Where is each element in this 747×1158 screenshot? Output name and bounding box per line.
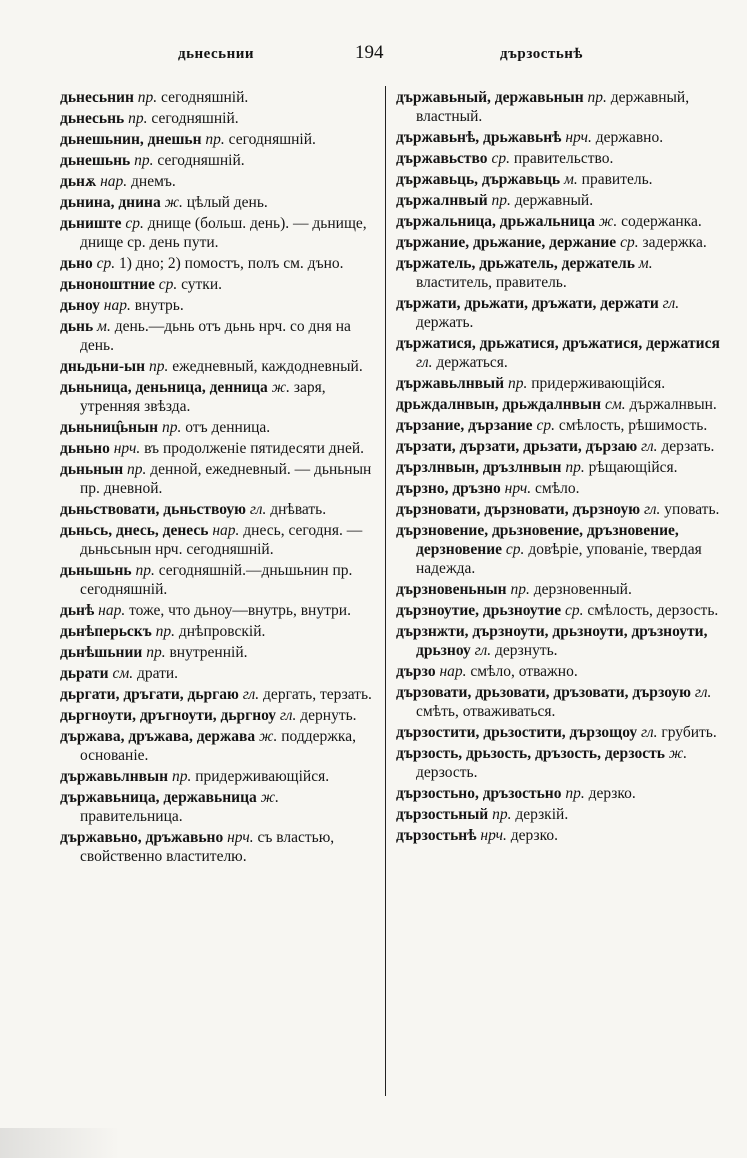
dictionary-entry [60, 767, 380, 786]
headword: дързнжти, дързноути, дрьзноути, дръзноути, дрьзноу [396, 623, 708, 659]
dictionary-entry [396, 580, 724, 599]
dictionary-entry [60, 317, 380, 355]
dictionary-entry [396, 191, 724, 210]
dictionary-entry [60, 439, 380, 458]
dictionary-entry [396, 212, 724, 231]
headword: дьнешьнин, днешьн [60, 131, 202, 148]
dictionary-entry [396, 521, 724, 578]
headword: дьнѫ [60, 173, 97, 190]
part-of-speech: ср. [620, 234, 639, 251]
headword: дързость, дрьзость, дръзость, дерзость [396, 745, 665, 762]
dictionary-entry [60, 378, 380, 416]
part-of-speech: гл. [641, 724, 658, 741]
part-of-speech: пр. [171, 768, 192, 785]
headword: дьньствовати, дьньствоую [60, 501, 246, 518]
part-of-speech: гл. [279, 707, 297, 724]
headword: дьнѣ [60, 602, 95, 619]
definition: сегодняшній. [228, 131, 316, 148]
part-of-speech: ср. [564, 602, 584, 619]
headword: дързно, дръзно [396, 480, 501, 497]
definition: сегодняшній. [161, 89, 249, 106]
part-of-speech: гл. [249, 501, 267, 518]
part-of-speech: нар. [100, 173, 128, 190]
dictionary-entry [396, 416, 724, 435]
headword: държание, дрьжание, держание [396, 234, 617, 251]
left-running-head: дьнесьнии [178, 46, 255, 62]
dictionary-entry [396, 395, 724, 414]
definition: правительница. [80, 808, 183, 825]
definition: придерживающійся. [531, 375, 666, 392]
definition: днѣвать. [270, 501, 327, 518]
part-of-speech: нрч. [565, 129, 592, 146]
definition: дернуть. [300, 707, 357, 724]
dictionary-entry [60, 193, 380, 212]
dictionary-entry [60, 296, 380, 315]
definition: державный. [514, 192, 594, 209]
definition: державно. [595, 129, 664, 146]
part-of-speech: м. [638, 255, 653, 272]
dictionary-entry [396, 744, 724, 782]
dictionary-entry [396, 826, 724, 845]
definition: день.—дьнь отъ дьнь нрч. со дня на день. [80, 318, 351, 354]
part-of-speech: пр. [587, 89, 607, 106]
headword: дързостити, дрьзостити, дързощоу [396, 724, 638, 741]
headword: дьноу [60, 297, 100, 314]
headword: държава, дръжава, держава [60, 728, 256, 745]
part-of-speech: пр. [146, 644, 166, 661]
headword: държалнвый [396, 192, 488, 209]
dictionary-entry [396, 622, 724, 660]
part-of-speech: пр. [492, 806, 512, 823]
dictionary-entry [60, 172, 380, 191]
dictionary-entry [60, 561, 380, 599]
definition: правитель. [581, 171, 653, 188]
definition: заря, утренняя звѣзда. [80, 379, 326, 415]
headword: дьньшьнь [60, 562, 132, 579]
definition: цѣлый день. [186, 194, 268, 211]
dictionary-entry [60, 727, 380, 765]
dictionary-entry [60, 521, 380, 559]
headword: дързновеньнын [396, 581, 507, 598]
part-of-speech: см. [112, 665, 134, 682]
definition: внутренній. [169, 644, 248, 661]
part-of-speech: пр. [205, 131, 225, 148]
part-of-speech: ср. [96, 255, 116, 272]
dictionary-entry [60, 788, 380, 826]
part-of-speech: пр. [155, 623, 175, 640]
headword: дьньно [60, 440, 110, 457]
part-of-speech: пр. [491, 192, 511, 209]
definition: дерзость. [416, 764, 478, 781]
part-of-speech: нар. [103, 297, 131, 314]
definition: драти. [136, 665, 179, 682]
definition: смѣть, отваживаться. [416, 703, 556, 720]
part-of-speech: ж. [260, 789, 279, 806]
headword: дьноноштние [60, 276, 155, 293]
headword: държавьный, державьнын [396, 89, 584, 106]
part-of-speech: гл. [474, 642, 492, 659]
dictionary-entry [60, 500, 380, 519]
headword: дързновати, дързновати, дързноую [396, 501, 641, 518]
definition: дерзко. [588, 785, 636, 802]
part-of-speech: пр. [137, 89, 158, 106]
part-of-speech: пр. [127, 461, 147, 478]
headword: дрьждалнвын, дрьждалнвын [396, 396, 602, 413]
page-header [60, 42, 720, 72]
definition: сегодняшній. [157, 152, 245, 169]
right-column [396, 88, 724, 847]
headword: дързостьно, дръзостьно [396, 785, 562, 802]
dictionary-entry [396, 294, 724, 332]
part-of-speech: гл. [416, 354, 433, 371]
definition: съ властью, свойственно властителю. [80, 829, 335, 865]
dictionary-entry [396, 805, 724, 824]
headword: дързание, дързание [396, 417, 533, 434]
dictionary-entry [396, 601, 724, 620]
part-of-speech: см. [604, 396, 626, 413]
left-column [60, 88, 380, 868]
column-divider [385, 86, 386, 1096]
headword: държавьлнвый [396, 375, 505, 392]
definition: сутки. [181, 276, 223, 293]
definition: довѣріе, упованіе, твердая надежда. [416, 541, 702, 577]
dictionary-entry [60, 706, 380, 725]
part-of-speech: ж. [598, 213, 618, 230]
part-of-speech: нар. [212, 522, 240, 539]
dictionary-entry [396, 233, 724, 252]
headword: дързовати, дрьзовати, дръзовати, дързоую [396, 684, 691, 701]
headword: дързновение, дрьзновение, дръзновение, дерзновение [396, 522, 679, 558]
dictionary-entry [60, 214, 380, 252]
definition: 1) дно; 2) помостъ, полъ см. дъно. [118, 255, 344, 272]
definition: задержка. [642, 234, 707, 251]
part-of-speech: ср. [536, 417, 555, 434]
dictionary-entry [60, 460, 380, 498]
dictionary-entry [396, 784, 724, 803]
definition: властитель, правитель. [416, 274, 567, 291]
definition: държалнвын. [629, 396, 717, 413]
dictionary-entry [396, 170, 724, 189]
dictionary-entry [396, 437, 724, 456]
definition: державный, властный. [416, 89, 690, 125]
definition: правительство. [513, 150, 614, 167]
definition: дергать, терзать. [263, 686, 372, 703]
dictionary-entry [60, 151, 380, 170]
definition: внутрь. [134, 297, 184, 314]
definition: днесь, сегодня. — дьньсьнын нрч. сегодняшній. [80, 522, 363, 558]
dictionary-entry [60, 275, 380, 294]
part-of-speech: ср. [505, 541, 525, 558]
part-of-speech: пр. [134, 152, 154, 169]
dictionary-entry [396, 254, 724, 292]
headword: дьнешьнь [60, 152, 131, 169]
headword: дързлнвын, дръзлнвын [396, 459, 562, 476]
definition: смѣло, отважно. [470, 663, 578, 680]
dictionary-entry [60, 357, 380, 376]
headword: дьньсь, днесь, денесь [60, 522, 209, 539]
definition: грубить. [661, 724, 717, 741]
headword: дьниште [60, 215, 122, 232]
headword: държатель, дрьжатель, держатель [396, 255, 635, 272]
part-of-speech: пр. [148, 358, 169, 375]
part-of-speech: гл. [242, 686, 260, 703]
headword: държатися, дрьжатися, дръжатися, держатися [396, 335, 720, 352]
definition: днѣпровскій. [178, 623, 266, 640]
part-of-speech: ср. [491, 150, 510, 167]
definition: держать. [416, 314, 474, 331]
dictionary-entry [60, 109, 380, 128]
headword: държавьць, държавьць [396, 171, 561, 188]
definition: смѣлость, рѣшимость. [558, 417, 708, 434]
part-of-speech: нрч. [480, 827, 507, 844]
headword: дьньниц̑ьнын [60, 419, 159, 436]
dictionary-entry [60, 130, 380, 149]
part-of-speech: гл. [662, 295, 680, 312]
headword: дързостьный [396, 806, 489, 823]
part-of-speech: нрч. [113, 440, 141, 457]
definition: дерзкій. [515, 806, 569, 823]
definition: дерзнуть. [494, 642, 558, 659]
headword: държальница, дрьжальница [396, 213, 596, 230]
dictionary-entry [60, 643, 380, 662]
headword: дързноутие, дрьзноутие [396, 602, 562, 619]
headword: държавьнѣ, дрьжавьнѣ [396, 129, 562, 146]
part-of-speech: нрч. [227, 829, 254, 846]
definition: сегодняшній. [151, 110, 239, 127]
part-of-speech: ср. [125, 215, 144, 232]
definition: дерзать. [661, 438, 715, 455]
dictionary-entry [60, 685, 380, 704]
part-of-speech: ж. [668, 745, 688, 762]
headword: дързо [396, 663, 436, 680]
part-of-speech: ср. [158, 276, 178, 293]
headword: държавьно, дръжавьно [60, 829, 224, 846]
dictionary-entry [396, 662, 724, 681]
headword: дьно [60, 255, 93, 272]
dictionary-entry [396, 88, 724, 126]
part-of-speech: пр. [565, 459, 585, 476]
definition: смѣлость, дерзость. [587, 602, 719, 619]
headword: дързостьнѣ [396, 827, 477, 844]
headword: дьнина, днина [60, 194, 161, 211]
headword: дьнесьнь [60, 110, 125, 127]
definition: въ продолженіе пятидесяти дней. [144, 440, 365, 457]
dictionary-entry [60, 622, 380, 641]
dictionary-entry [396, 128, 724, 147]
part-of-speech: гл. [694, 684, 712, 701]
part-of-speech: пр. [162, 419, 182, 436]
headword: държати, дрьжати, дръжати, держати [396, 295, 659, 312]
definition: рѣщающійся. [588, 459, 678, 476]
dictionary-entry [396, 683, 724, 721]
definition: смѣло. [535, 480, 580, 497]
headword: дьнь [60, 318, 94, 335]
part-of-speech: гл. [643, 501, 661, 518]
part-of-speech: пр. [565, 785, 585, 802]
definition: днище (больш. день). — дьнище, днище ср. день пути. [80, 215, 367, 251]
definition: днемъ. [131, 173, 176, 190]
part-of-speech: м. [564, 171, 578, 188]
part-of-speech: пр. [507, 375, 528, 392]
headword: дьнѣперьскъ [60, 623, 152, 640]
definition: денной, ежедневный. — дьньнын пр. дневной. [80, 461, 372, 497]
definition: дерзко. [510, 827, 558, 844]
dictionary-entry [60, 418, 380, 437]
dictionary-entry [396, 723, 724, 742]
headword: държавьница, державьница [60, 789, 257, 806]
dictionary-entry [60, 254, 380, 273]
headword: дньдьни-ын [60, 358, 146, 375]
part-of-speech: нар. [98, 602, 126, 619]
part-of-speech: ж. [259, 728, 278, 745]
part-of-speech: ж. [271, 379, 290, 396]
headword: дьнѣшьнии [60, 644, 143, 661]
part-of-speech: ж. [164, 194, 183, 211]
definition: содержанка. [621, 213, 702, 230]
headword: държавьлнвын [60, 768, 169, 785]
definition: сегодняшній.—дньшьнин пр. сегодняшній. [80, 562, 353, 598]
right-running-head: дързостьнѣ [500, 46, 583, 62]
part-of-speech: пр. [128, 110, 148, 127]
part-of-speech: м. [97, 318, 111, 335]
dictionary-entry [396, 374, 724, 393]
headword: държавьство [396, 150, 488, 167]
headword: дьргати, дръгати, дьргаю [60, 686, 239, 703]
definition: ежедневный, каждодневный. [172, 358, 363, 375]
dictionary-entry [396, 149, 724, 168]
definition: уповать. [664, 501, 720, 518]
part-of-speech: пр. [135, 562, 155, 579]
part-of-speech: пр. [510, 581, 530, 598]
definition: держаться. [436, 354, 508, 371]
page-number: 194 [355, 42, 384, 63]
dictionary-entry [60, 828, 380, 866]
headword: дързати, дързати, дрьзати, дързаю [396, 438, 638, 455]
definition: тоже, что дьноу—внутрь, внутри. [129, 602, 351, 619]
definition: отъ денница. [185, 419, 271, 436]
headword: дьрати [60, 665, 109, 682]
definition: поддержка, основаніе. [80, 728, 356, 764]
scan-smudge [0, 1128, 120, 1158]
part-of-speech: гл. [641, 438, 658, 455]
dictionary-entry [60, 601, 380, 620]
dictionary-entry [396, 334, 724, 372]
definition: придерживающійся. [195, 768, 330, 785]
definition: дерзновенный. [533, 581, 632, 598]
headword: дьньница, деньница, денница [60, 379, 268, 396]
dictionary-entry [60, 88, 380, 107]
headword: дьньнын [60, 461, 124, 478]
headword: дьргноути, дръгноути, дьргноу [60, 707, 277, 724]
headword: дьнесьнин [60, 89, 134, 106]
dictionary-entry [396, 500, 724, 519]
dictionary-entry [396, 458, 724, 477]
dictionary-entry [396, 479, 724, 498]
part-of-speech: нрч. [504, 480, 532, 497]
dictionary-entry [60, 664, 380, 683]
part-of-speech: нар. [439, 663, 467, 680]
